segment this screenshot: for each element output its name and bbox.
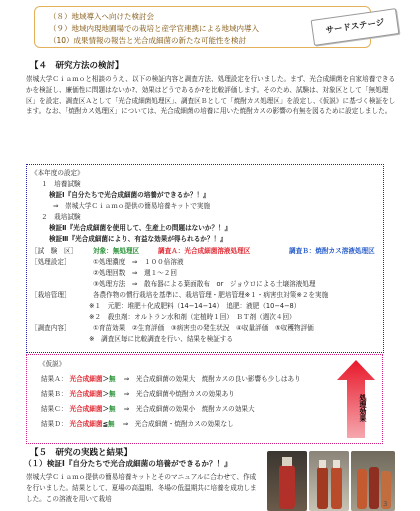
section5-paragraph: 崇城大学Ｃｉａｍｏ提供の簡易培養キットとそのマニュアルに合わせて、作成を行いました。結果として、夏場の高温期、冬場の低温期共に培養を成功しました。この溶液を用いて栽培 (26, 473, 257, 503)
verify1-note: ⇒ 崇城大学Ｃｉａｍｏ提供の簡易培養キットで実施 (53, 202, 211, 210)
culture-bottle-photo (309, 451, 349, 511)
top-list-item: （９）地域内現地圃場での栽培と産学官連携による地域内導入 (49, 24, 259, 33)
bottle-icon (309, 451, 349, 511)
hypothesis-row (41, 373, 301, 383)
result-mark: ≦ (102, 420, 108, 428)
survey-note: ※ 調査区毎に比較調査を行い、結果を検証する (89, 335, 233, 343)
culture-bottle-photo (267, 451, 307, 511)
section4-title: 【４ 研究方法の検討】 (30, 61, 124, 71)
page-number: 3 (383, 500, 388, 508)
bottle-icon (267, 451, 307, 511)
result-label: 結果Ｃ： (41, 405, 68, 413)
plan-box (26, 164, 384, 353)
setting-concentration: ①処理濃度 ⇒ １００倍溶液 (93, 258, 184, 266)
trial1-title: １ 培養試験 (41, 180, 81, 188)
result-tail: ⇒ 光合成細菌の効果大 焼酎カスの良い影響も少しはあり (123, 375, 301, 383)
result-prefix: 光合成細菌 (69, 375, 103, 383)
survey-text: ①育苗効果 ②生育評価 ③病害虫の発生状況 ④収量評価 ⑤収穫物評価 (93, 324, 314, 332)
management-note2: ※２ 殺虫剤：オルトラン水和剤（定植時１回） ＢＴ剤（週次４回） (89, 313, 296, 321)
setting-method: ③処理方法 ⇒ 散布器による葉面散布 or ジョウロによる土壌溶液処理 (93, 280, 316, 288)
division-control: 対象：無処理区 (93, 247, 140, 255)
division-label: ［試 験 区］ (31, 247, 78, 255)
result-tail: ⇒ 光合成細菌や焼酎カスの効果あり (123, 390, 235, 398)
result-label: 結果Ｂ： (41, 390, 68, 398)
survey-label: ［調査内容］ (31, 324, 71, 332)
hypothesis-box (26, 354, 383, 444)
trial2-title: ２ 栽培試験 (41, 213, 81, 221)
result-label: 結果Ｄ： (41, 420, 68, 428)
result-suffix: 無 (109, 405, 116, 413)
verify3-heading: 検証Ⅲ『光合成細菌により、有益な効果が得られるか？！』 (49, 235, 227, 243)
verify1-result-title: （１）検証Ⅰ『自分たちで光合成細菌の培養ができるか？！』 (24, 459, 232, 468)
arrow-label: 処理効果 (359, 394, 367, 422)
hypothesis-row (41, 418, 234, 428)
verify2-heading: 検証Ⅱ『光合成細菌を使用して、生産上の問題はないか？！』 (49, 224, 232, 232)
result-prefix: 光合成細菌 (69, 390, 103, 398)
result-suffix: 無 (109, 390, 116, 398)
result-tail: ⇒ 光合成細菌・焼酎カスの効果なし (122, 420, 234, 428)
result-mark: ＞ (102, 375, 110, 383)
result-prefix: 光合成細菌 (69, 420, 103, 428)
management-text: 各農作物の慣行栽培を基準に、栽培管理・肥培管理※１・病害虫対策※２を実施 (93, 291, 329, 299)
result-label: 結果Ａ： (41, 375, 68, 383)
top-list-item: （10）成果情報の報告と光合成細菌の新たな可能性を検討 (49, 36, 247, 45)
third-stage-tag: サードステージ (311, 8, 400, 46)
management-label: ［栽培管理］ (31, 291, 71, 299)
division-a: 調査Ａ：光合成細菌溶液処理区 (158, 247, 251, 255)
result-tail: ⇒ 光合成細菌の効果小 焼酎カスの効果大 (123, 405, 255, 413)
setting-frequency: ②処理回数 ⇒ 週１〜２回 (93, 269, 177, 277)
result-suffix: 無 (107, 420, 115, 428)
bottle-icon (351, 451, 395, 511)
verify1-heading: 検証Ⅰ『自分たちで光合成細菌の培養ができるか？！』 (49, 191, 210, 199)
plan-title: 《本年度の設定》 (31, 169, 84, 177)
management-note1: ※１ 元肥：堆肥＋化成肥料（14−14−14） 追肥：液肥（10−4−8） (89, 302, 301, 310)
section5-title: 【５ 研究の実践と結果】 (30, 448, 133, 458)
section4-paragraph: 崇城大学Ｃｉａｍｏと相談のうえ、以下の検証内容と調査方法、処理設定を行いました。まず、光合成細菌を自家培養できるかを検証し、廉価性に問題はないか?、効果はどうであるか?を比較評価します。そのため、試験は、対象区として「無処理区」を設定、調査区Ａとして「光合成細菌処理区」、調査区Ｂとして「焼酎カス処理区」を設定し、《仮説》に基づく検証をします。なお、「焼酎カス処理区」については、光合成細菌の培養に用いた焼酎カスの影響の有無を図るために設定しました。 (26, 75, 396, 116)
hypothesis-row (41, 388, 235, 398)
settings-label: ［処理設定］ (31, 258, 71, 266)
result-mark: ＞ (102, 390, 110, 398)
hypothesis-title: 《仮説》 (39, 360, 66, 368)
result-mark: ＞ (102, 405, 110, 413)
division-b: 調査Ｂ：焼酎カス溶液処理区 (289, 247, 375, 255)
hypothesis-row (41, 403, 255, 413)
result-prefix: 光合成細菌 (69, 405, 103, 413)
culture-bottle-photo (351, 451, 395, 511)
top-list-item: （８）地域導入へ向けた検討会 (49, 12, 154, 21)
result-suffix: 無 (109, 375, 116, 383)
